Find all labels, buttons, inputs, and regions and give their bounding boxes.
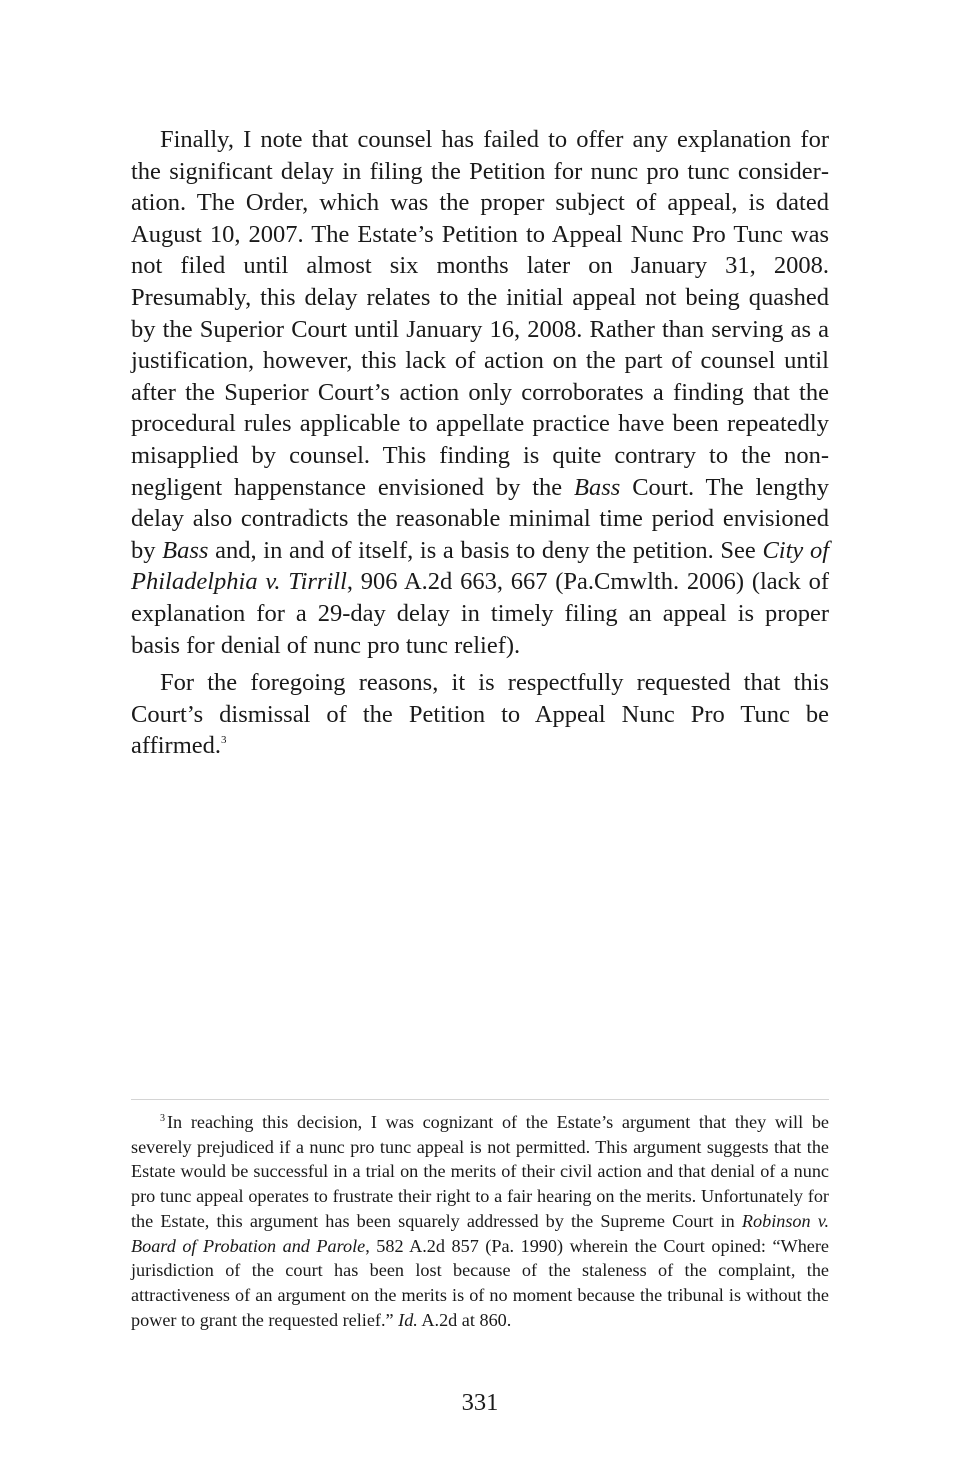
footnote-divider bbox=[131, 1099, 829, 1100]
case-citation-italic: Robinson v. Board of Probation and Parole bbox=[131, 1210, 830, 1256]
footnote-text: A.2d at 860. bbox=[417, 1309, 512, 1330]
paragraph-text: , 906 A.2d 663, 667 (Pa.Cmwlth. 2006) (lack of explanation for a 29-day delay in timely filing an appeal is proper basis for denial of nunc pro tunc relief). bbox=[131, 568, 829, 659]
paragraph-delay bbox=[131, 124, 829, 661]
citation-id-italic: Id. bbox=[398, 1309, 418, 1330]
footnote-text: , 582 A.2d 857 (Pa. 1990) wherein the Court opined: “Where jurisdiction of the court has been lost because of the staleness of the complaint, the attractiveness of an argument on the merits is of no moment because the tribunal is without the power to grant the requested relief.” bbox=[131, 1235, 829, 1330]
paragraph-text: For the foregoing reasons, it is respectfully requested that this Court’s dismissal of the Petition to Appeal Nunc Pro Tunc be affirmed. bbox=[131, 669, 829, 760]
footnote-reference: 3 bbox=[221, 734, 227, 747]
document-page bbox=[131, 0, 829, 1483]
main-text bbox=[131, 124, 829, 762]
paragraph-conclusion bbox=[131, 667, 829, 762]
footnote bbox=[131, 1110, 829, 1332]
case-citation-italic: City of Philadelphia v. Tirrill bbox=[131, 536, 830, 596]
footnote-text: In reaching this decision, I was cognizant of the Estate’s argument that they will be severely prejudiced if a nunc pro tunc appeal is not permitted. This argument suggests that the Estate would be successful in a trial on the merits of their civil action and that denial of a nunc pro tunc appeal operates to frustrate their right to a fair hearing on the merits. Unfortunately for the Estate, this argument has been squarely addressed by the Supreme Court in bbox=[131, 1112, 829, 1231]
page-number: 331 bbox=[461, 1389, 499, 1416]
case-name-italic: Bass bbox=[574, 473, 621, 501]
case-name-italic: Bass bbox=[162, 536, 209, 564]
paragraph-text: and, in and of itself, is a basis to deny the petition. See bbox=[208, 536, 763, 564]
paragraph-text: Court. The lengthy delay also contradicts the reasonable minimal time period envisioned by bbox=[131, 473, 829, 564]
footnote-marker: 3 bbox=[160, 1113, 165, 1124]
paragraph-text: Finally, I note that counsel has failed to offer any explanation for the significant delay in filing the Petition for nunc pro tunc consideration. The Order, which was the proper subject of appeal, is dated August 10, 2007. The Estate’s Petition to Appeal Nunc Pro Tunc was not filed until almost six months later on January 31, 2008. Presumably, this delay relates to the initial appeal not being quashed by the Superior Court until January 16, 2008. Rather than serving as a justification, however, this lack of action on the part of counsel until after the Superior Court’s action only corroborates a finding that the procedural rules applicable to appellate practice have been repeatedly misapplied by counsel. This finding is quite contrary to the non-negligent happenstance envisioned by the bbox=[131, 126, 829, 501]
